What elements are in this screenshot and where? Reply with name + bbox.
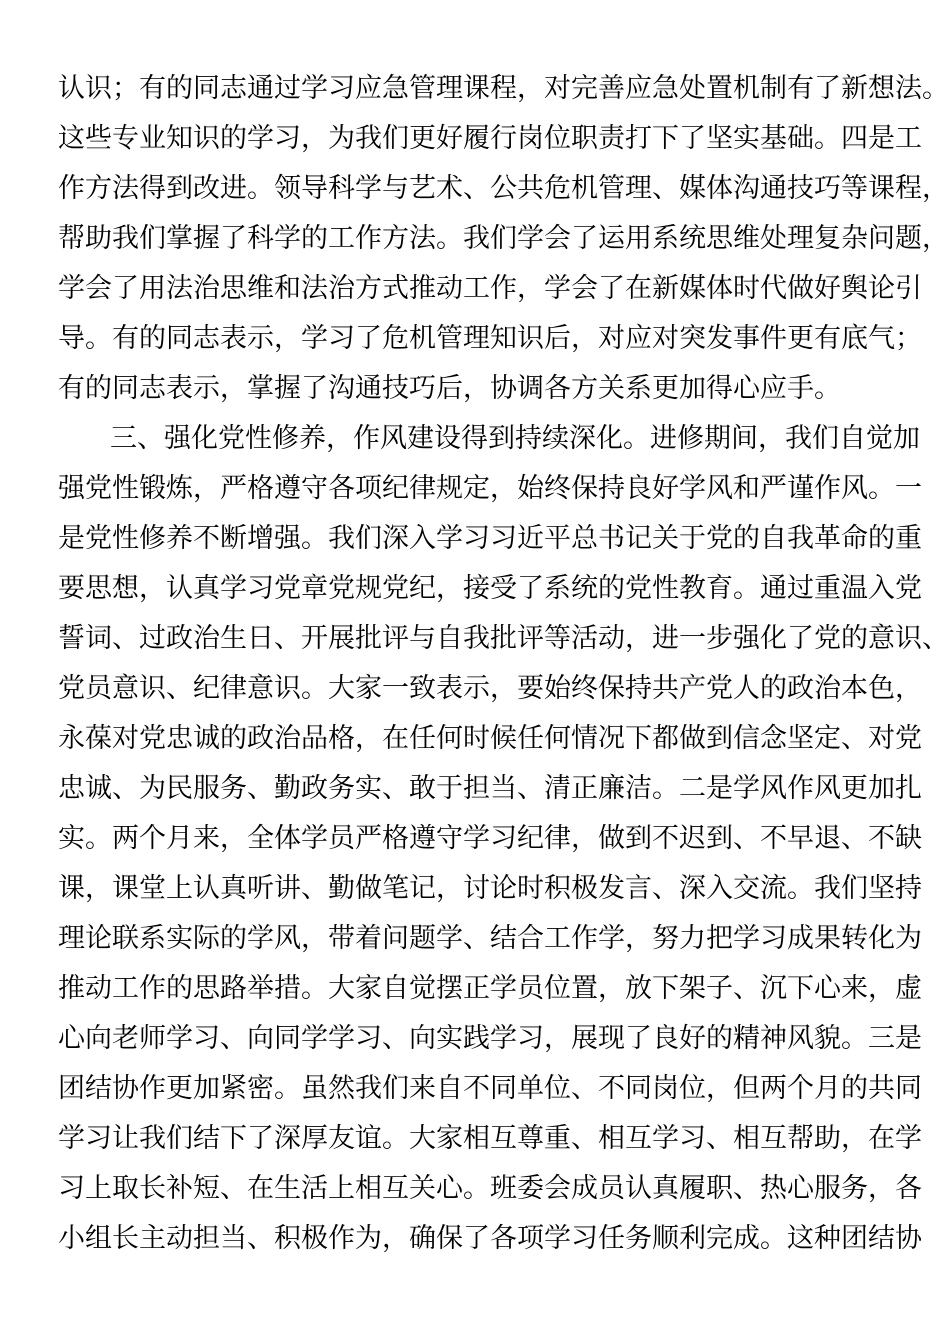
text-line: 忠诚、为民服务、勤政务实、敢于担当、清正廉洁。二是学风作风更加扎 (58, 773, 922, 804)
text-line: 实。两个月来，全体学员严格遵守学习纪律，做到不迟到、不早退、不缺 (58, 823, 922, 854)
text-line: 认识；有的同志通过学习应急管理课程，对完善应急处置机制有了新想法。 (58, 73, 949, 104)
text-line: 作方法得到改进。领导科学与艺术、公共危机管理、媒体沟通技巧等课程， (58, 173, 949, 204)
text-line: 理论联系实际的学风，带着问题学、结合工作学，努力把学习成果转化为 (58, 923, 922, 954)
text-line: 誓词、过政治生日、开展批评与自我批评等活动，进一步强化了党的意识、 (58, 623, 949, 654)
text-line: 导。有的同志表示，学习了危机管理知识后，对应对突发事件更有底气； (58, 323, 922, 354)
text-line: 小组长主动担当、积极作为，确保了各项学习任务顺利完成。这种团结协 (58, 1223, 922, 1254)
text-line: 推动工作的思路举措。大家自觉摆正学员位置，放下架子、沉下心来，虚 (58, 973, 922, 1004)
text-line: 心向老师学习、向同学学习、向实践学习，展现了良好的精神风貌。三是 (58, 1023, 922, 1054)
text-line: 学会了用法治思维和法治方式推动工作，学会了在新媒体时代做好舆论引 (58, 273, 922, 304)
text-line: 课，课堂上认真听讲、勤做笔记，讨论时积极发言、深入交流。我们坚持 (58, 873, 922, 904)
text-line: 有的同志表示，掌握了沟通技巧后，协调各方关系更加得心应手。 (58, 373, 841, 404)
text-line: 习上取长补短、在生活上相互关心。班委会成员认真履职、热心服务，各 (58, 1173, 922, 1204)
section-heading-line: 三、强化党性修养，作风建设得到持续深化。进修期间，我们自觉加 (110, 423, 920, 454)
text-line: 永葆对党忠诚的政治品格，在任何时候任何情况下都做到信念坚定、对党 (58, 723, 922, 754)
text-line: 团结协作更加紧密。虽然我们来自不同单位、不同岗位，但两个月的共同 (58, 1073, 922, 1104)
text-line: 帮助我们掌握了科学的工作方法。我们学会了运用系统思维处理复杂问题， (58, 223, 949, 254)
text-line: 强党性锻炼，严格遵守各项纪律规定，始终保持良好学风和严谨作风。一 (58, 473, 922, 504)
text-line: 党员意识、纪律意识。大家一致表示，要始终保持共产党人的政治本色， (58, 673, 922, 704)
text-line: 这些专业知识的学习，为我们更好履行岗位职责打下了坚实基础。四是工 (58, 123, 922, 154)
text-line: 要思想，认真学习党章党规党纪，接受了系统的党性教育。通过重温入党 (58, 573, 922, 604)
text-line: 学习让我们结下了深厚友谊。大家相互尊重、相互学习、相互帮助，在学 (58, 1123, 922, 1154)
text-line: 是党性修养不断增强。我们深入学习习近平总书记关于党的自我革命的重 (58, 523, 922, 554)
